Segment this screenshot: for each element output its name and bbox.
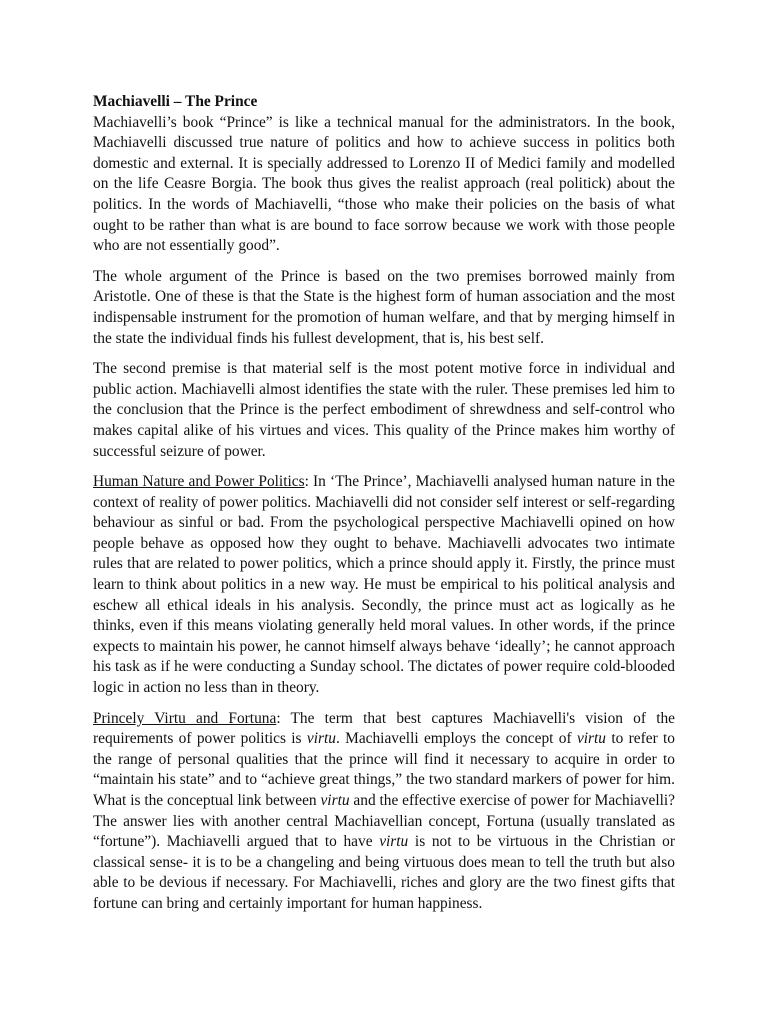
virtu-text-5: is not to be virtuous in the Christian or classical sense- it is to be a changeling and being virtuous does mean to tell the truth but also able to be devious if necessary. For Machiavelli, riches and glory are the two finest gifts that fortune can bring and certainly important for human happiness. (93, 833, 676, 912)
document-page (93, 92, 675, 925)
virtu-text-1: : The term that best captures Machiavelli's vision of the requirements of power politics is (93, 709, 676, 748)
section-heading-virtu-fortuna: Princely Virtu and Fortuna (93, 709, 277, 727)
section-heading-human-nature: Human Nature and Power Politics (93, 473, 305, 491)
virtu-term: virtu (576, 730, 607, 748)
virtu-term: virtu (379, 833, 409, 851)
paragraph-human-nature (93, 472, 675, 699)
intro-text: Machiavelli’s book “Prince” is like a technical manual for the administrators. In the book, Machiavelli discussed true nature of politics and how to achieve success in politics both domestic and external. It is specially addressed to Lorenzo II of Medici family and modelled on the life Ceasre Borgia. The book thus gives the realist approach (real politick) about the politics. In the words of Machiavelli, “those who make their policies on the basis of what ought to be rather than what is are bound to face sorrow because we work with those people who are not essentially good”. (93, 113, 675, 255)
paragraph-premises: The whole argument of the Prince is based on the two premises borrowed mainly from Aristotle. One of these is that the State is the highest form of human association and the most indispensable instrument for the promotion of human welfare, and that by merging himself in the state the individual finds his fullest development, that is, his best self. (93, 267, 675, 347)
virtu-text-3: to refer to the range of personal qualities that the prince will find it necessary to acquire in order to “maintain his state” and to “achieve great things,” the two standard markers of power for him. What is the conceptual link between (93, 730, 675, 809)
paragraph-virtu-fortuna (93, 709, 675, 915)
virtu-text-4: and the effective exercise of power for Machiavelli? The answer lies with another central Machiavellian concept, Fortuna (usually translated as “fortune”). Machiavelli argued that to have (93, 792, 676, 851)
document-title: Machiavelli – The Prince (93, 93, 258, 110)
paragraph-intro (93, 113, 675, 257)
virtu-text-2: . Machiavelli employs the concept of (335, 730, 577, 748)
paragraph-second-premise: The second premise is that material self is the most potent motive force in individual and public action. Machiavelli almost identifies the state with the ruler. These premises led him to the conclusion that the Prince is the perfect embodiment of shrewdness and self-control who makes capital alike of his virtues and vices. This quality of the Prince makes him worthy of successful seizure of power. (93, 360, 675, 460)
virtu-term: virtu (320, 792, 350, 809)
virtu-term: virtu (306, 730, 336, 748)
human-nature-body: : In ‘The Prince’, Machiavelli analysed human nature in the context of reality of power politics. Machiavelli did not consider self interest or self-regarding behaviour as sinful or bad. From the psychological perspective Machiavelli opined on how people behave as opposed how they ought to behave. Machiavelli advocates two intimate rules that are related to power politics, which a prince should apply it. Firstly, the prince must learn to think about politics in a new way. He must be empirical to his political analysis and eschew all ethical ideals in his analysis. Secondly, the prince must act as logically as he thinks, even if this means violating generally held moral values. In other words, if the prince expects to maintain his power, he cannot himself always behave ‘ideally’; he cannot approach his task as if he were conducting a Sunday school. The dictates of power require cold-blooded logic in action no less than in theory. (93, 473, 675, 697)
